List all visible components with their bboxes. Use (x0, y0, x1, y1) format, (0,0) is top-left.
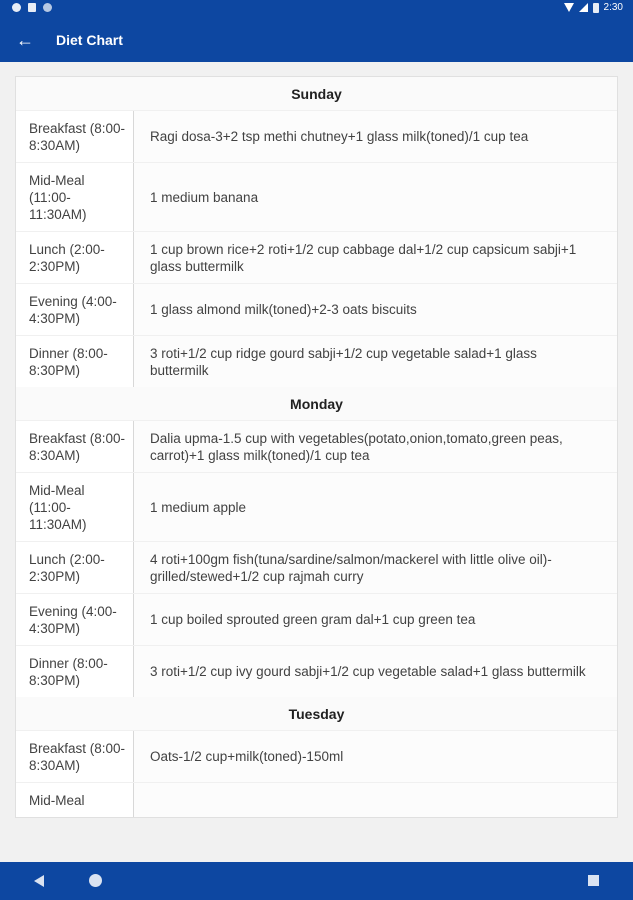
meal-row (16, 335, 617, 387)
meal-description: 3 roti+1/2 cup ridge gourd sabji+1/2 cup vegetable salad+1 glass buttermilk (134, 336, 617, 387)
diet-chart-content[interactable] (0, 62, 633, 862)
meal-time: Breakfast (8:00-8:30AM) (16, 731, 134, 782)
meal-description: 1 medium apple (134, 473, 617, 541)
meal-description (134, 783, 617, 817)
nav-home-icon[interactable] (89, 874, 102, 887)
day-header-sunday: Sunday (16, 77, 617, 110)
app-bar (0, 18, 633, 62)
signal-icon (579, 3, 588, 12)
nav-recents-icon[interactable] (588, 875, 599, 886)
status-bar (0, 0, 633, 18)
meal-time: Evening (4:00-4:30PM) (16, 284, 134, 335)
meal-time: Dinner (8:00-8:30PM) (16, 646, 134, 697)
meal-row (16, 730, 617, 782)
meal-time: Mid-Meal (11:00-11:30AM) (16, 473, 134, 541)
meal-row (16, 231, 617, 283)
meal-description: 1 glass almond milk(toned)+2-3 oats biscuits (134, 284, 617, 335)
battery-icon (593, 3, 599, 13)
nav-back-icon[interactable] (34, 875, 44, 887)
meal-description: Oats-1/2 cup+milk(toned)-150ml (134, 731, 617, 782)
arrow-left-icon: ← (16, 29, 34, 50)
day-header-tuesday: Tuesday (16, 697, 617, 730)
meal-row (16, 420, 617, 472)
meal-description: 4 roti+100gm fish(tuna/sardine/salmon/mackerel with little olive oil)-grilled/stewed+1/2 cup rajmah curry (134, 542, 617, 593)
meal-time: Breakfast (8:00-8:30AM) (16, 111, 134, 162)
meal-description: 1 cup boiled sprouted green gram dal+1 cup green tea (134, 594, 617, 645)
meal-description: 3 roti+1/2 cup ivy gourd sabji+1/2 cup vegetable salad+1 glass buttermilk (134, 646, 617, 697)
meal-row (16, 593, 617, 645)
meal-row (16, 782, 617, 817)
meal-row (16, 162, 617, 231)
meal-time: Mid-Meal (16, 783, 134, 817)
status-notifications (12, 3, 52, 12)
meal-time: Breakfast (8:00-8:30AM) (16, 421, 134, 472)
meal-time: Evening (4:00-4:30PM) (16, 594, 134, 645)
meal-time: Dinner (8:00-8:30PM) (16, 336, 134, 387)
meal-time: Lunch (2:00-2:30PM) (16, 232, 134, 283)
meal-description: Dalia upma-1.5 cup with vegetables(potato,onion,tomato,green peas, carrot)+1 glass milk(toned)/1 cup tea (134, 421, 617, 472)
meal-description: 1 medium banana (134, 163, 617, 231)
back-button[interactable] (0, 18, 50, 62)
meal-description: 1 cup brown rice+2 roti+1/2 cup cabbage dal+1/2 cup capsicum sabji+1 glass buttermilk (134, 232, 617, 283)
meal-row (16, 645, 617, 697)
meal-description: Ragi dosa-3+2 tsp methi chutney+1 glass milk(toned)/1 cup tea (134, 111, 617, 162)
meal-row (16, 541, 617, 593)
sync-notification-icon (43, 3, 52, 12)
meal-time: Mid-Meal (11:00-11:30AM) (16, 163, 134, 231)
page-title: Diet Chart (56, 32, 123, 48)
meal-row (16, 283, 617, 335)
meal-row (16, 472, 617, 541)
sd-card-notification-icon (28, 3, 36, 12)
navigation-bar (0, 862, 633, 900)
status-system (564, 2, 623, 13)
diet-chart-card (15, 76, 618, 818)
wifi-icon (564, 3, 574, 12)
settings-notification-icon (12, 3, 21, 12)
day-header-monday: Monday (16, 387, 617, 420)
status-time: 2:30 (603, 2, 623, 13)
meal-row (16, 110, 617, 162)
meal-time: Lunch (2:00-2:30PM) (16, 542, 134, 593)
